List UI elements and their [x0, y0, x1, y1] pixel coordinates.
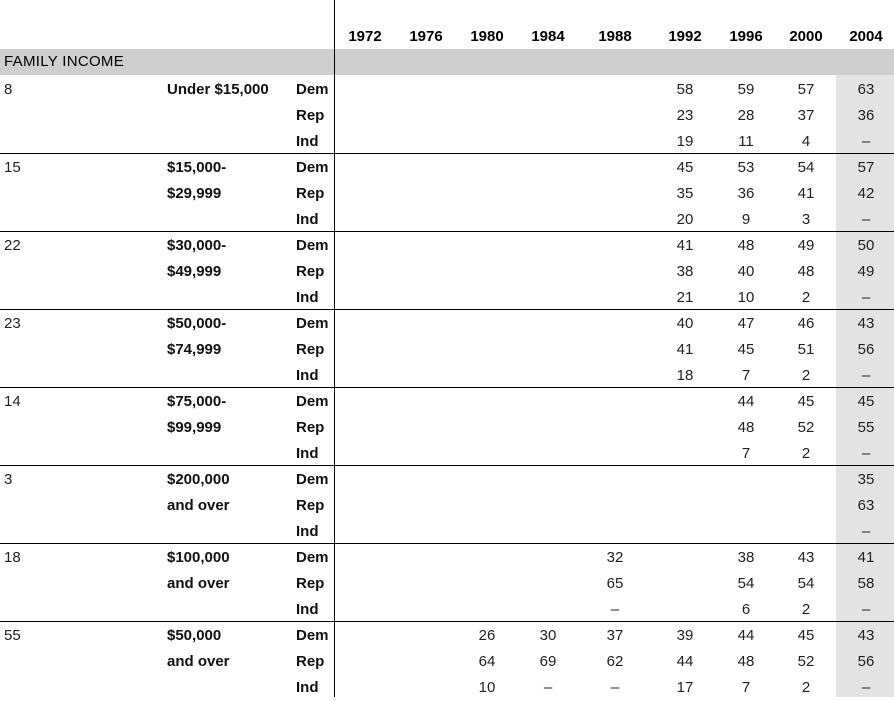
- table-row: [0, 493, 894, 519]
- table-row: [0, 103, 894, 129]
- section-header-band: [0, 49, 894, 75]
- cell-1996: 9: [741, 211, 751, 228]
- cell-1988: 62: [606, 653, 624, 670]
- cell-2004: –: [861, 679, 871, 696]
- cell-2004: 36: [857, 107, 875, 124]
- party-label: Rep: [296, 653, 325, 670]
- table-row: [0, 259, 894, 285]
- income-bracket-label: $30,000-: [167, 237, 227, 254]
- table-row: [0, 129, 894, 155]
- table-row: [0, 233, 894, 259]
- section-title: FAMILY INCOME: [4, 53, 125, 70]
- cell-1980: 10: [478, 679, 496, 696]
- income-bracket-label: $15,000-: [167, 159, 227, 176]
- year-header-1996: 1996: [729, 28, 763, 45]
- party-label: Dem: [296, 315, 329, 332]
- table-row: [0, 649, 894, 675]
- cell-2004: 56: [857, 341, 875, 358]
- cell-2000: 2: [801, 289, 811, 306]
- income-bracket-label: $50,000: [167, 627, 222, 644]
- cell-2004: 50: [857, 237, 875, 254]
- party-label: Ind: [296, 289, 319, 306]
- cell-2004: 58: [857, 575, 875, 592]
- cell-1996: 44: [737, 393, 755, 410]
- income-bracket-label: $29,999: [167, 185, 222, 202]
- cell-1996: 10: [737, 289, 755, 306]
- table-row: [0, 571, 894, 597]
- cell-1992: 38: [676, 263, 694, 280]
- party-label: Ind: [296, 679, 319, 696]
- group-divider: [0, 387, 894, 388]
- cell-2000: 4: [801, 133, 811, 150]
- cell-1996: 44: [737, 627, 755, 644]
- cell-1996: 48: [737, 419, 755, 436]
- cell-2004: –: [861, 523, 871, 540]
- party-label: Rep: [296, 185, 325, 202]
- income-bracket-label: and over: [167, 575, 230, 592]
- table-row: [0, 519, 894, 545]
- table-row: [0, 337, 894, 363]
- year-header-1992: 1992: [668, 28, 702, 45]
- party-label: Dem: [296, 549, 329, 566]
- cell-2000: 57: [797, 81, 815, 98]
- cell-2004: 42: [857, 185, 875, 202]
- cell-1996: 47: [737, 315, 755, 332]
- table-row: [0, 181, 894, 207]
- cell-1984: 30: [539, 627, 557, 644]
- cell-2004: 45: [857, 393, 875, 410]
- cell-2000: 45: [797, 627, 815, 644]
- column-divider: [334, 0, 335, 697]
- cell-1992: 35: [676, 185, 694, 202]
- table-row: [0, 155, 894, 181]
- party-label: Dem: [296, 159, 329, 176]
- income-bracket-label: $200,000: [167, 471, 230, 488]
- table-row: [0, 623, 894, 649]
- cell-2004: 41: [857, 549, 875, 566]
- income-bracket-label: $74,999: [167, 341, 222, 358]
- cell-2000: 46: [797, 315, 815, 332]
- cell-2004: –: [861, 367, 871, 384]
- cell-2004: 43: [857, 315, 875, 332]
- cell-1988: 37: [606, 627, 624, 644]
- group-share: 22: [4, 237, 21, 254]
- cell-2004: 49: [857, 263, 875, 280]
- cell-1984: –: [543, 679, 553, 696]
- party-label: Rep: [296, 263, 325, 280]
- party-label: Dem: [296, 237, 329, 254]
- party-label: Dem: [296, 393, 329, 410]
- income-bracket-label: Under $15,000: [167, 81, 269, 98]
- cell-2000: 41: [797, 185, 815, 202]
- cell-1992: 19: [676, 133, 694, 150]
- cell-2000: 2: [801, 445, 811, 462]
- cell-2000: 54: [797, 159, 815, 176]
- cell-1996: 6: [741, 601, 751, 618]
- income-bracket-label: and over: [167, 497, 230, 514]
- cell-1996: 38: [737, 549, 755, 566]
- income-bracket-label: $99,999: [167, 419, 222, 436]
- cell-1996: 7: [741, 679, 751, 696]
- party-label: Ind: [296, 445, 319, 462]
- cell-1996: 28: [737, 107, 755, 124]
- cell-2004: –: [861, 133, 871, 150]
- party-label: Ind: [296, 367, 319, 384]
- cell-1996: 40: [737, 263, 755, 280]
- cell-2004: 35: [857, 471, 875, 488]
- cell-1992: 39: [676, 627, 694, 644]
- cell-1992: 18: [676, 367, 694, 384]
- party-label: Rep: [296, 419, 325, 436]
- cell-2000: 52: [797, 653, 815, 670]
- cell-2000: 43: [797, 549, 815, 566]
- cell-2000: 51: [797, 341, 815, 358]
- party-label: Dem: [296, 471, 329, 488]
- party-label: Ind: [296, 133, 319, 150]
- cell-1996: 54: [737, 575, 755, 592]
- cell-2000: 52: [797, 419, 815, 436]
- cell-1996: 53: [737, 159, 755, 176]
- cell-1992: 41: [676, 341, 694, 358]
- group-divider: [0, 231, 894, 232]
- income-bracket-label: $49,999: [167, 263, 222, 280]
- table-row: [0, 597, 894, 623]
- party-label: Rep: [296, 341, 325, 358]
- cell-2000: 2: [801, 601, 811, 618]
- group-share: 18: [4, 549, 21, 566]
- year-header-1972: 1972: [348, 28, 382, 45]
- cell-2004: –: [861, 289, 871, 306]
- party-label: Ind: [296, 601, 319, 618]
- party-label: Ind: [296, 211, 319, 228]
- cell-2000: 3: [801, 211, 811, 228]
- table-row: [0, 545, 894, 571]
- cell-2000: 37: [797, 107, 815, 124]
- party-label: Rep: [296, 107, 325, 124]
- income-bracket-label: $50,000-: [167, 315, 227, 332]
- cell-1992: 17: [676, 679, 694, 696]
- year-header-1980: 1980: [470, 28, 504, 45]
- cell-1984: 69: [539, 653, 557, 670]
- group-share: 8: [4, 81, 13, 98]
- group-share: 3: [4, 471, 13, 488]
- income-bracket-label: and over: [167, 653, 230, 670]
- cell-1996: 59: [737, 81, 755, 98]
- table-row: [0, 675, 894, 701]
- cell-1996: 7: [741, 445, 751, 462]
- year-header-2004: 2004: [849, 28, 883, 45]
- cell-1996: 36: [737, 185, 755, 202]
- cell-2004: 57: [857, 159, 875, 176]
- party-label: Dem: [296, 627, 329, 644]
- cell-1992: 45: [676, 159, 694, 176]
- year-header-1984: 1984: [531, 28, 565, 45]
- table-row: [0, 285, 894, 311]
- cell-1980: 64: [478, 653, 496, 670]
- group-divider: [0, 309, 894, 310]
- cell-1988: 32: [606, 549, 624, 566]
- party-label: Dem: [296, 81, 329, 98]
- cell-1988: –: [610, 601, 620, 618]
- group-share: 15: [4, 159, 21, 176]
- table-row: [0, 441, 894, 467]
- cell-1996: 11: [738, 133, 754, 150]
- cell-2004: –: [861, 445, 871, 462]
- group-divider: [0, 153, 894, 154]
- cell-2004: 43: [857, 627, 875, 644]
- group-share: 14: [4, 393, 21, 410]
- cell-1992: 40: [676, 315, 694, 332]
- group-divider: [0, 543, 894, 544]
- cell-2000: 2: [801, 679, 811, 696]
- cell-2000: 45: [797, 393, 815, 410]
- cell-1992: 58: [676, 81, 694, 98]
- party-label: Ind: [296, 523, 319, 540]
- cell-1988: 65: [606, 575, 624, 592]
- cell-2004: –: [861, 601, 871, 618]
- cell-2004: 56: [857, 653, 875, 670]
- cell-1980: 26: [478, 627, 496, 644]
- cell-2000: 48: [797, 263, 815, 280]
- cell-1996: 7: [741, 367, 751, 384]
- cell-1992: 23: [676, 107, 694, 124]
- cell-1992: 41: [676, 237, 694, 254]
- table-row: [0, 467, 894, 493]
- cell-2000: 54: [797, 575, 815, 592]
- party-label: Rep: [296, 575, 325, 592]
- cell-1996: 48: [737, 653, 755, 670]
- cell-2004: –: [861, 211, 871, 228]
- cell-1992: 20: [676, 211, 694, 228]
- cell-2000: 49: [797, 237, 815, 254]
- table-row: [0, 311, 894, 337]
- group-divider: [0, 621, 894, 622]
- cell-2004: 55: [857, 419, 875, 436]
- cell-1996: 45: [737, 341, 755, 358]
- group-share: 23: [4, 315, 21, 332]
- income-bracket-label: $75,000-: [167, 393, 227, 410]
- cell-1988: –: [610, 679, 620, 696]
- income-bracket-label: $100,000: [167, 549, 230, 566]
- table-row: [0, 207, 894, 233]
- group-divider: [0, 465, 894, 466]
- cell-1992: 44: [676, 653, 694, 670]
- table-row: [0, 415, 894, 441]
- year-header-1988: 1988: [598, 28, 632, 45]
- cell-1992: 21: [676, 289, 694, 306]
- table-row: [0, 363, 894, 389]
- table-row: [0, 77, 894, 103]
- party-label: Rep: [296, 497, 325, 514]
- group-share: 55: [4, 627, 21, 644]
- cell-2004: 63: [857, 497, 875, 514]
- year-header-2000: 2000: [789, 28, 823, 45]
- cell-2004: 63: [857, 81, 875, 98]
- cell-2000: 2: [801, 367, 811, 384]
- table-row: [0, 389, 894, 415]
- year-header-1976: 1976: [409, 28, 443, 45]
- cell-1996: 48: [737, 237, 755, 254]
